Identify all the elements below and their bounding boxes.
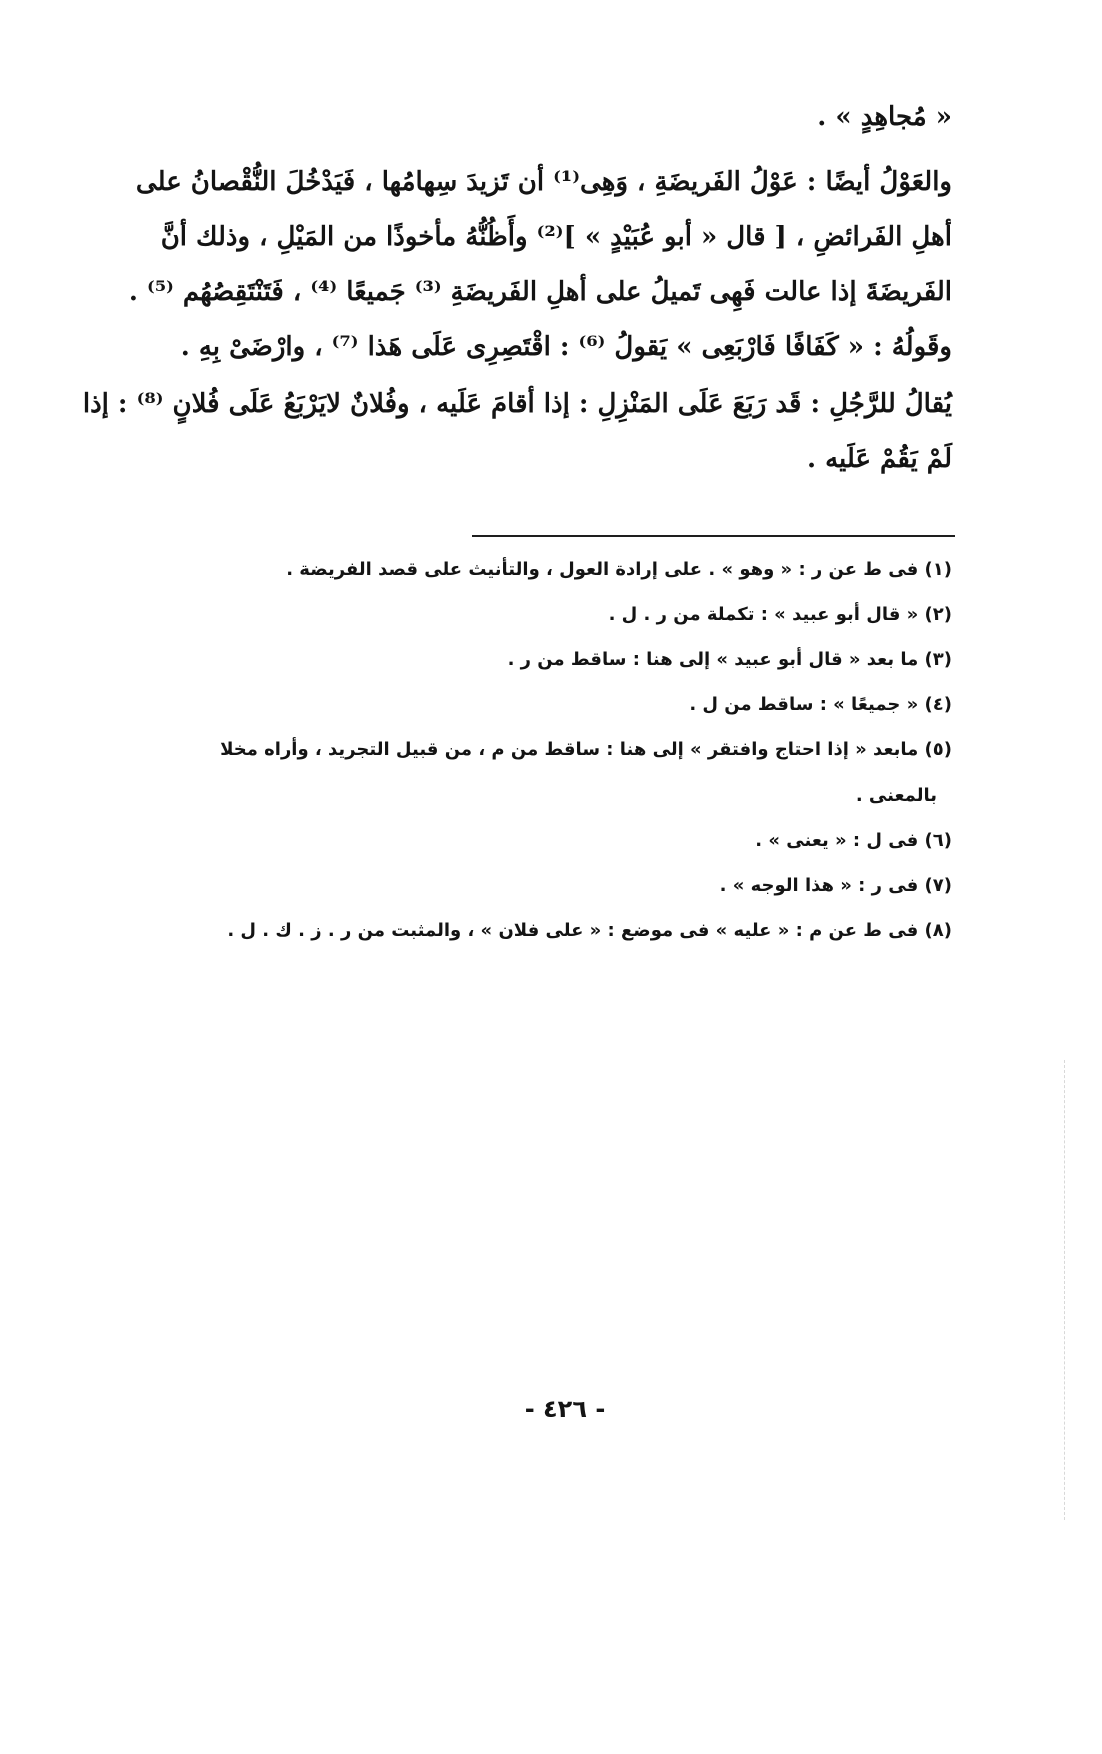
body-line-3: أهلِ الفَرائضِ ، [ قال « أبو عُبَيْدٍ » ]⁽²⁾ وأَظُنُّهُ مأخوذًا من المَيْلِ ، وذلك أنَّ xyxy=(160,222,952,252)
footnote-2: (٢) « قال أبو عبيد » : تكملة من ر . ل . xyxy=(608,604,952,625)
footnote-4: (٤) « جميعًا » : ساقط من ل . xyxy=(689,694,952,715)
footnote-5-continuation: بالمعنى . xyxy=(855,785,937,806)
footnote-separator xyxy=(472,535,955,537)
footnote-1: (١) فى ط عن ر : « وهو » . على إرادة العول ، والتأنيث على قصد الفريضة . xyxy=(286,559,952,580)
footnote-8: (٨) فى ط عن م : « عليه » فى موضع : « على فلان » ، والمثبت من ر . ز . ك . ل . xyxy=(227,920,952,941)
body-line-6: يُقالُ للرَّجُلِ : قَد رَبَعَ عَلَى المَنْزِلِ : إذا أقامَ عَلَيه ، وفُلانٌ لايَرْبَعُ عَلَى فُلانٍ ⁽⁸⁾ : إذا xyxy=(82,389,952,419)
page-number: - ٤٢٦ - xyxy=(524,1395,606,1423)
scan-artifact xyxy=(1064,1060,1065,1520)
footnote-7: (٧) فى ر : « هذا الوجه » . xyxy=(719,875,952,896)
body-line-5: وقَولُهُ : « كَفَافًا فَارْبَعِى » يَقولُ ⁽⁶⁾ : اقْتَصِرِى عَلَى هَذا ⁽⁷⁾ ، وارْضَىْ بِهِ . xyxy=(180,332,952,362)
footnote-5: (٥) مابعد « إذا احتاج وافتقر » إلى هنا : ساقط من م ، من قبيل التجريد ، وأراه مخلا xyxy=(220,739,952,760)
footnote-3: (٣) ما بعد « قال أبو عبيد » إلى هنا : ساقط من ر . xyxy=(507,649,952,670)
body-line-1: « مُجاهِدٍ » . xyxy=(817,102,952,132)
body-line-2: والعَوْلُ أيضًا : عَوْلُ الفَريضَةِ ، وَهِى⁽¹⁾ أن تَزيدَ سِهامُها ، فَيَدْخُلَ النُّقْصانُ على xyxy=(135,167,952,197)
body-line-4: الفَريضَةَ إذا عالت فَهِى تَميلُ على أهلِ الفَريضَةِ ⁽³⁾ جَميعًا ⁽⁴⁾ ، فَتَنْتَقِصُهُم ⁽⁵⁾ . xyxy=(128,277,952,307)
body-line-7: لَمْ يَقُمْ عَلَيه . xyxy=(806,444,952,474)
footnote-6: (٦) فى ل : « يعنى » . xyxy=(755,830,952,851)
